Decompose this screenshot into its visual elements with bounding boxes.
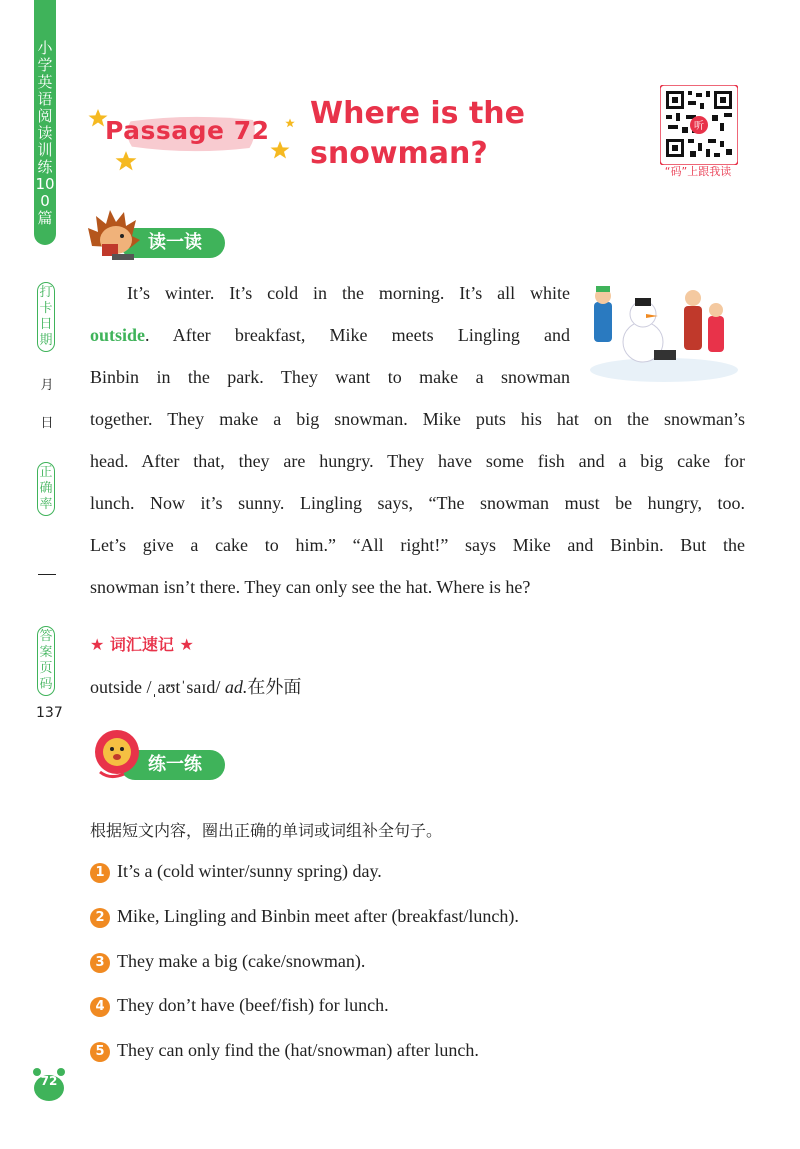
qr-code-icon[interactable] — [660, 85, 738, 165]
vocab-heading: ★ 词汇速记 ★ — [90, 635, 194, 654]
accuracy-blank — [38, 574, 56, 575]
exercise-instructions: 根据短文内容，圈出正确的单词或词组补全句子。 — [90, 821, 443, 840]
passage-line-6: lunch. Now it’s sunny. Lingling says, “The snowman must be hungry, too. — [90, 493, 745, 513]
question-1 — [90, 858, 382, 884]
month-label: 月 — [40, 378, 54, 393]
snowman-illustration — [588, 280, 740, 384]
passage-line-1: It’s winter. It’s cold in the morning. It’s all white — [127, 283, 570, 303]
star-icon — [115, 150, 137, 172]
passage-line-7: Let’s give a cake to him.” “All right!” says Mike and Binbin. But the — [90, 535, 745, 555]
passage-line-4: together. They make a big snowman. Mike puts his hat on the snowman’s — [90, 409, 745, 429]
answer-page-label: 答案页码 — [37, 626, 55, 696]
passage-label: Passage 72 — [105, 116, 270, 145]
answer-page-number: 137 — [36, 705, 63, 721]
question-text-1[interactable]: It’s a (cold winter/sunny spring) day. — [117, 861, 382, 881]
vocab-highlight-word: outside — [90, 325, 146, 345]
question-3 — [90, 948, 365, 974]
hedgehog-reading-icon — [86, 206, 142, 264]
question-text-4[interactable]: They don’t have (beef/fish) for lunch. — [117, 995, 389, 1015]
accuracy-label: 正确率 — [37, 462, 55, 516]
passage-block-wide — [90, 398, 745, 608]
passage-line-5: head. After that, they are hungry. They have some fish and a big cake for — [90, 451, 745, 471]
star-icon — [270, 140, 290, 160]
star-icon — [285, 118, 295, 128]
title-line-1: Where is the — [310, 96, 526, 131]
day-label: 日 — [40, 416, 54, 431]
practice-section-label: 练一练 — [148, 754, 202, 775]
question-text-5[interactable]: They can only find the (hat/snowman) after lunch. — [117, 1040, 479, 1060]
question-5 — [90, 1037, 479, 1063]
vocab-meaning: 在外面 — [247, 677, 302, 697]
vocab-word: outside — [90, 677, 142, 697]
passage-line-8: snowman isn’t there. They can only see the hat. Where is he? — [90, 577, 531, 597]
title-line-2: snowman? — [310, 136, 488, 171]
question-text-2[interactable]: Mike, Lingling and Binbin meet after (breakfast/lunch). — [117, 906, 519, 926]
question-number-1: 1 — [90, 863, 110, 883]
lion-icon — [90, 726, 144, 782]
book-title: 小学英语阅读训练100篇 — [35, 39, 55, 227]
vocab-pos: ad. — [224, 677, 248, 697]
page-title — [310, 94, 620, 174]
question-text-3[interactable]: They make a big (cake/snowman). — [117, 951, 366, 971]
vocab-entry — [90, 673, 301, 699]
checkin-label: 打卡日期 — [37, 282, 55, 352]
question-number-2: 2 — [90, 908, 110, 928]
read-section-label: 读一读 — [148, 232, 202, 253]
page-number: 72 — [40, 1074, 58, 1088]
passage-block-narrow — [90, 314, 570, 398]
question-number-5: 5 — [90, 1042, 110, 1062]
question-2 — [90, 903, 519, 929]
question-number-3: 3 — [90, 953, 110, 973]
qr-caption: “码”上跟我读 — [664, 165, 732, 178]
question-number-4: 4 — [90, 997, 110, 1017]
question-4 — [90, 992, 389, 1018]
vocab-phonetic: /ˌaʊtˈsaɪd/ — [146, 677, 221, 697]
passage-line-2: outside. After breakfast, Mike meets Lingling and — [90, 325, 570, 345]
passage-line-3: Binbin in the park. They want to make a snowman — [90, 367, 570, 387]
qr-badge: 听 — [694, 121, 704, 132]
